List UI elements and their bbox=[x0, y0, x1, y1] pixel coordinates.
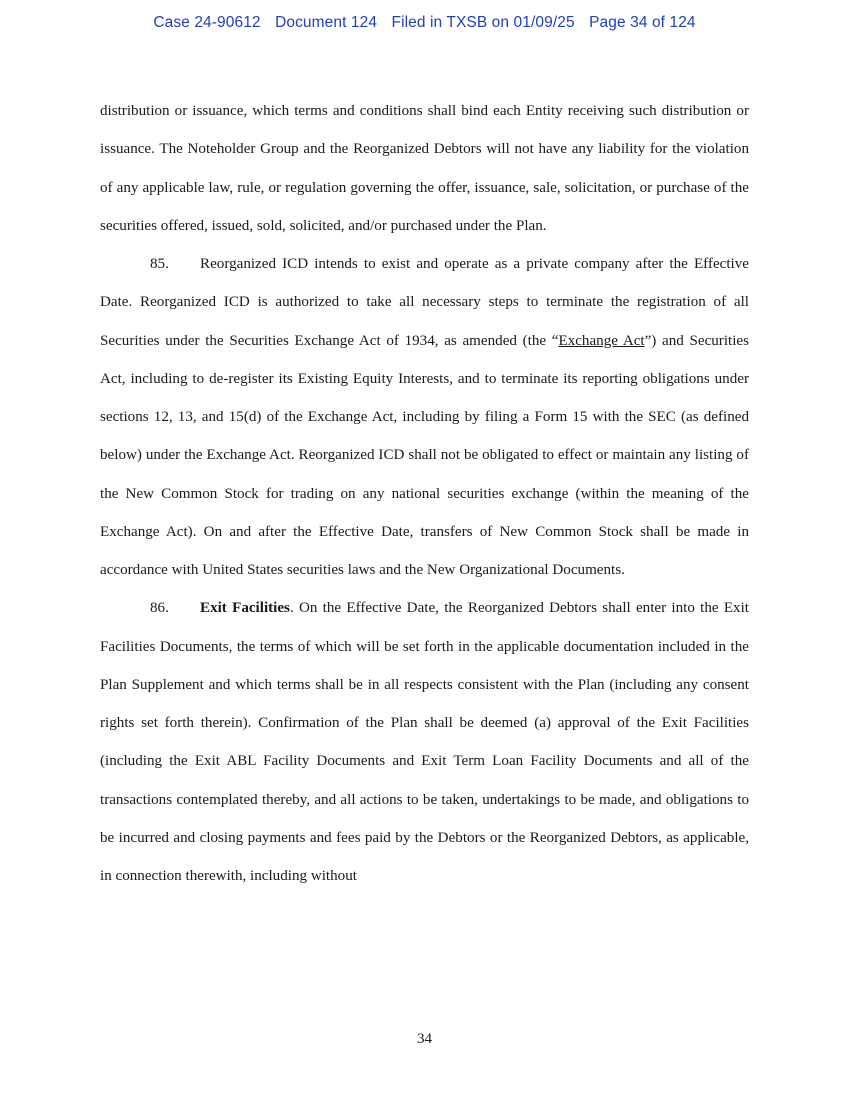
section-heading: Exit Facilities bbox=[200, 600, 290, 617]
paragraph-text: . On the Effective Date, the Reorganized Debtors shall enter into the Exit Facilities Documents, the terms of which will be set forth in the applicable documentation included in the Plan Supplement and which terms shall be in all respects consistent with the Plan (including any consent rights set forth therein). Confirmation of the Plan shall be deemed (a) approval of the Exit Facilities (including the Exit ABL Facility Documents and Exit Term Loan Facility Documents and all of the transactions contemplated thereby, and all actions to be taken, undertakings to be made, and obligations to be incurred and closing payments and fees paid by the Debtors or the Reorganized Debtors, as applicable, in connection therewith, including without bbox=[100, 600, 749, 884]
paragraph-text: Reorganized ICD intends to exist and operate as a private company after the Effective Date. Reorganized ICD is authorized to take all necessary steps to terminate the registration of all Securities under the Securities Exchange Act of 1934, as amended (the “ bbox=[100, 256, 749, 349]
paragraph-number: 86. bbox=[150, 600, 169, 617]
paragraph-85 bbox=[100, 245, 749, 589]
document-body bbox=[100, 92, 749, 895]
paragraph-86 bbox=[100, 589, 749, 895]
paragraph-number: 85. bbox=[150, 256, 169, 272]
paragraph-text: distribution or issuance, which terms and conditions shall bind each Entity receiving such distribution or issuance. The Noteholder Group and the Reorganized Debtors will not have any liability for the violation of any applicable law, rule, or regulation governing the offer, issuance, sale, solicitation, or purchase of the securities offered, issued, sold, solicited, and/or purchased under the Plan. bbox=[100, 103, 749, 234]
filing-header bbox=[0, 14, 849, 32]
page-of-total: Page 34 of 124 bbox=[589, 14, 696, 31]
case-number: Case 24-90612 bbox=[153, 14, 261, 31]
filed-date: Filed in TXSB on 01/09/25 bbox=[391, 14, 575, 31]
paragraph-continued bbox=[100, 92, 749, 245]
document-number: Document 124 bbox=[275, 14, 378, 31]
defined-term: Exchange Act bbox=[558, 332, 645, 349]
paragraph-text: ”) and Securities Act, including to de-register its Existing Equity Interests, and to terminate its reporting obligations under sections 12, 13, and 15(d) of the Exchange Act, including by filing a Form 15 with the SEC (as defined below) under the Exchange Act. Reorganized ICD shall not be obligated to effect or maintain any listing of the New Common Stock for trading on any national securities exchange (within the meaning of the Exchange Act). On and after the Effective Date, transfers of New Common Stock shall be made in accordance with United States securities laws and the New Organizational Documents. bbox=[100, 332, 749, 578]
page-number: 34 bbox=[416, 1031, 433, 1047]
